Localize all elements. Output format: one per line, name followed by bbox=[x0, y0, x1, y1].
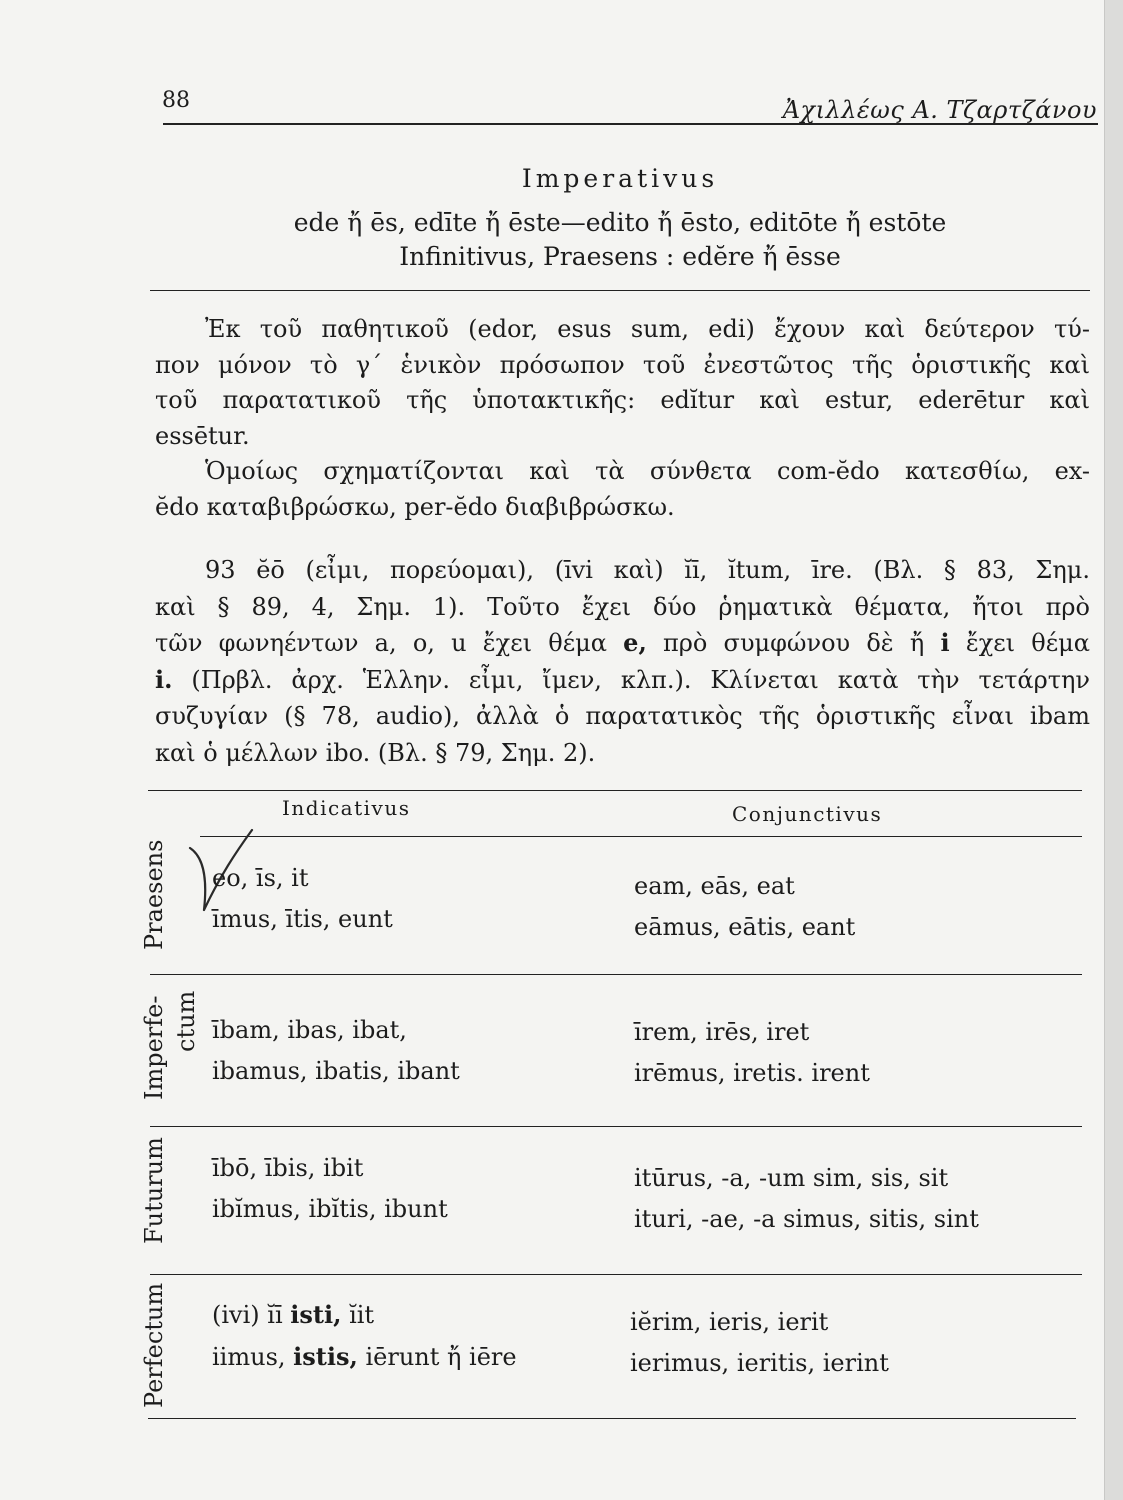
text-line: 93 ĕō (εἶμι, πορεύομαι), (īvi καὶ) ĭī, ĭtum, īre. (Βλ. § 83, Σημ. bbox=[205, 556, 1090, 584]
passive-note-paragraph bbox=[155, 312, 1090, 525]
imperativus-forms: ede ἤ ēs, edīte ἤ ēste—edito ἤ ēsto, editōte ἤ estōte bbox=[293, 208, 947, 237]
section-rule bbox=[150, 290, 1090, 291]
row-label-praesens: Praesens bbox=[140, 839, 168, 950]
form-line: ibĭmus, ibĭtis, ibunt bbox=[212, 1195, 448, 1223]
text-line: συζυγίαν (§ 78, audio), ἀλλὰ ὁ παρατατικὸς τῆς ὁριστικῆς εἶναι ibam bbox=[155, 702, 1090, 730]
text-line bbox=[155, 662, 1090, 699]
form-line: ituri, -ae, -a simus, sitis, sint bbox=[634, 1205, 979, 1233]
column-header-conjunctivus: Conjunctivus bbox=[732, 802, 883, 826]
form-line: īmus, ītis, eunt bbox=[212, 905, 393, 933]
running-head: Ἀχιλλέως Α. Τζαρτζάνου bbox=[782, 96, 1097, 124]
row-label-futurum: Futurum bbox=[140, 1137, 168, 1244]
page-number: 88 bbox=[162, 88, 190, 113]
text-line: καὶ § 89, 4, Σημ. 1). Τοῦτο ἔχει δύο ῥηματικὰ θέματα, ἤτοι πρὸ bbox=[155, 592, 1090, 621]
perfectum-conjunctivus bbox=[630, 1302, 889, 1384]
text-run: ἔχει θέμα bbox=[949, 629, 1090, 657]
perfectum-indicativus bbox=[212, 1294, 517, 1378]
bold-run: i. bbox=[155, 664, 173, 694]
column-header-indicativus: Indicativus bbox=[282, 796, 411, 820]
form-line: ībō, ībis, ibit bbox=[212, 1154, 364, 1182]
form-line: itūrus, -a, -um sim, sis, sit bbox=[634, 1164, 949, 1192]
text-run: iērunt ἤ iēre bbox=[357, 1343, 517, 1371]
text-line: τοῦ παρατατικοῦ τῆς ὑποτακτικῆς: edĭtur καὶ estur, ederētur καὶ bbox=[155, 386, 1090, 414]
form-line: eam, eās, eat bbox=[634, 872, 795, 900]
text-run: iimus, bbox=[212, 1343, 294, 1371]
form-line: eo, īs, it bbox=[212, 864, 309, 892]
text-line: καὶ ὁ μέλλων ibo. (Βλ. § 79, Σημ. 2). bbox=[155, 738, 596, 767]
text-run: τῶν φωνηέντων a, o, u ἔχει θέμα bbox=[155, 629, 624, 657]
form-line: iĕrim, ieris, ierit bbox=[630, 1308, 829, 1336]
futurum-indicativus bbox=[212, 1148, 448, 1230]
bold-run: e, bbox=[623, 628, 647, 657]
text-line bbox=[155, 625, 1090, 662]
row-label-imperfectum: Imperfe- bbox=[140, 995, 168, 1100]
row-rule bbox=[150, 1274, 1082, 1275]
bold-run: i bbox=[940, 628, 950, 657]
text-line: Ἐκ τοῦ παθητικοῦ (edor, esus sum, edi) ἔχουν καὶ δεύτερον τύ- bbox=[205, 315, 1090, 343]
form-line: ibamus, ibatis, ibant bbox=[212, 1057, 460, 1085]
bold-run: istis, bbox=[293, 1342, 358, 1371]
infinitivus-line: Infinitivus, Praesens : edĕre ἤ ēsse bbox=[399, 242, 841, 271]
form-line bbox=[212, 1336, 517, 1378]
text-run: (ivi) ĭī bbox=[212, 1301, 291, 1329]
table-bottom-rule bbox=[148, 1418, 1076, 1419]
form-line bbox=[212, 1294, 517, 1336]
bold-run: isti, bbox=[290, 1300, 342, 1329]
form-line: eāmus, eātis, eant bbox=[634, 913, 856, 941]
form-line: irēmus, iretis. irent bbox=[634, 1059, 870, 1087]
text-line: Ὁμοίως σχηματίζονται καὶ τὰ σύνθετα com-ĕdo κατεσθίω, ex- bbox=[205, 457, 1090, 485]
row-rule bbox=[150, 1126, 1082, 1127]
table-top-rule bbox=[148, 790, 1082, 791]
text-line: πον μόνον τὸ γ΄ ἑνικὸν πρόσωπον τοῦ ἐνεστῶτος τῆς ὁριστικῆς καὶ bbox=[155, 350, 1090, 379]
table-header-rule bbox=[200, 836, 1082, 837]
form-line: ībam, ibas, ibat, bbox=[212, 1016, 407, 1044]
form-line: īrem, irēs, iret bbox=[634, 1018, 810, 1046]
form-line: ierimus, ieritis, ierint bbox=[630, 1349, 889, 1377]
text-run: ĭit bbox=[341, 1301, 375, 1329]
praesens-conjunctivus bbox=[634, 866, 855, 948]
text-run: πρὸ συμφώνου δὲ ἤ bbox=[646, 629, 941, 657]
text-run: (Πρβλ. ἀρχ. Ἑλλην. εἶμι, ἴμεν, κλπ.). Κλίνεται κατὰ τὴν τετάρτην bbox=[172, 665, 1090, 694]
imperativus-title: Imperativus bbox=[521, 164, 719, 193]
text-line: essētur. bbox=[155, 421, 250, 450]
imperfectum-conjunctivus bbox=[634, 1012, 870, 1094]
text-line: ĕdo καταβιβρώσκω, per-ĕdo διαβιβρώσκω. bbox=[155, 492, 675, 521]
row-label-imperfectum-cont: ctum bbox=[172, 990, 200, 1052]
imperfectum-indicativus bbox=[212, 1010, 460, 1092]
futurum-conjunctivus bbox=[634, 1158, 979, 1240]
row-label-perfectum: Perfectum bbox=[140, 1282, 168, 1408]
praesens-indicativus bbox=[212, 858, 393, 940]
page-edge bbox=[1104, 0, 1123, 1500]
section-93-paragraph bbox=[155, 552, 1090, 771]
header-rule bbox=[163, 123, 1098, 125]
row-rule bbox=[150, 974, 1082, 975]
